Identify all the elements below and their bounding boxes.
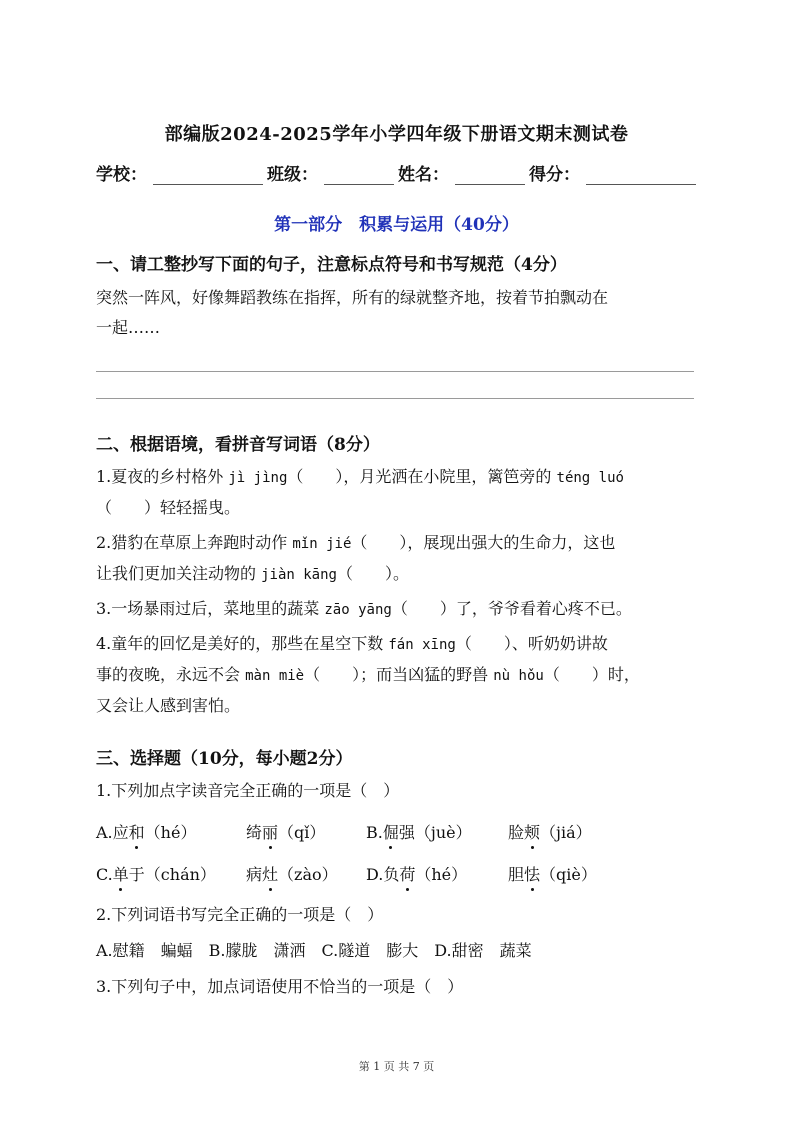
class-label: 班级： [267,165,318,185]
choice-question-2: 2.下列词语书写完全正确的一项是（ ） [96,905,384,924]
choice-1-option-d[interactable] [366,862,467,885]
q2-4-text-f: 又会让人感到害怕。 [96,696,241,715]
q2-2-pinyin-2: jiàn kāng [261,567,337,583]
q2-4-text-e: 时， [607,665,640,684]
school-blank[interactable] [153,166,263,185]
q2-4-text-b: 、听奶奶讲故 [511,634,608,653]
choice-question-1: 1.下列加点字读音完全正确的一项是（ ） [96,781,400,800]
q2-1-text-c: 轻轻摇曳。 [160,498,241,517]
answer-paren[interactable]: （ ） [287,467,344,486]
opt-pinyin: （chán） [144,865,216,884]
section-1-text [96,283,700,343]
opt-pinyin: （jiá） [540,823,592,842]
choice-2-options[interactable]: A.慰籍 蝙蝠 B.朦胧 潇洒 C.隧道 膨大 D.甜密 蔬菜 [96,941,532,960]
dotted-char: 怯 [524,862,540,885]
opt-text: B. [366,823,383,842]
q2-3-text-b: 了，爷爷看着心疼不已。 [455,599,632,618]
q2-4-pinyin-3: nù hǒu [493,668,544,684]
answer-paren[interactable]: （ ） [455,634,512,653]
section-2-heading: 二、根据语境，看拼音写词语（8分） [96,435,380,455]
q2-4-pinyin-1: fán xīng [388,637,456,653]
q2-2-pinyin-1: mǐn jié [292,536,352,552]
opt-text: 绮 [246,823,263,842]
choice-1-option-c[interactable] [96,862,216,885]
q2-2-text-d: 。 [392,564,409,583]
section-1-heading: 一、请工整抄写下面的句子，注意标点符号和书写规范（4分） [96,255,567,275]
name-blank[interactable] [455,166,525,185]
answer-paren[interactable]: （ ） [543,665,608,684]
opt-text: 病 [246,865,263,884]
q2-2-text-c: 让我们更加关注动物的 [96,564,257,583]
score-blank[interactable] [586,166,696,185]
choice-1-option-a-2 [246,820,325,843]
dotted-char: 丽 [262,820,278,843]
q2-1-pinyin-2: téng luó [556,470,624,486]
answer-paren[interactable]: （ ） [391,599,456,618]
opt-pinyin: （qiè） [540,865,597,884]
q2-3-pinyin-1: zāo yāng [324,602,392,618]
writing-line-2[interactable] [96,398,694,399]
dotted-char: 倔 [383,820,399,843]
q2-3-text-a: 3.一场暴雨过后，菜地里的蔬菜 [96,599,320,618]
q2-2-text-a: 2.猎豹在草原上奔跑时动作 [96,533,288,552]
pinyin-question-2 [96,528,700,590]
choice-1-option-a[interactable] [96,820,196,843]
q2-4-pinyin-2: màn miè [245,668,305,684]
student-info-row [96,160,700,185]
answer-paren[interactable]: （ ） [304,665,361,684]
q2-1-text-b: ，月光洒在小院里，篱笆旁的 [343,467,552,486]
pinyin-question-1 [96,462,700,523]
choice-1-option-d-2 [508,862,597,885]
school-label: 学校： [96,165,147,185]
answer-paren[interactable]: （ ） [96,498,161,517]
pinyin-question-3 [96,594,700,625]
opt-text: D.负 [366,865,400,884]
choice-1-option-c-2 [246,862,338,885]
page-title: 部编版2024-2025学年小学四年级下册语文期末测试卷 [164,124,629,145]
score-label: 得分： [529,165,580,185]
q2-4-text-c: 事的夜晚，永远不会 [96,665,241,684]
name-label: 姓名： [398,165,449,185]
dotted-char: 和 [129,820,145,843]
choice-1-option-b-2 [508,820,592,843]
writing-line-1[interactable] [96,371,694,372]
opt-pinyin: （hé） [415,865,468,884]
choice-question-3: 3.下列句子中，加点词语使用不恰当的一项是（ ） [96,977,464,996]
opt-text: 胆 [508,865,525,884]
q2-1-pinyin-1: jì jìng [228,470,288,486]
dotted-char: 单 [113,862,129,885]
part-heading: 第一部分 积累与运用（40分） [274,215,519,235]
pinyin-question-4 [96,629,700,721]
opt-text: C. [96,865,113,884]
dotted-char: 灶 [262,862,278,885]
answer-paren[interactable]: （ ） [351,533,408,552]
answer-paren[interactable]: （ ） [336,564,393,583]
copy-sentence-line-2: 一起…… [96,318,161,337]
q2-4-text-d: ；而当凶猛的野兽 [360,665,489,684]
section-3-heading: 三、选择题（10分，每小题2分） [96,749,353,769]
q2-2-text-b: ，展现出强大的生命力，这也 [407,533,616,552]
opt-pinyin: （zào） [278,865,338,884]
q2-1-text-a: 1.夏夜的乡村格外 [96,467,224,486]
dotted-char: 颊 [524,820,540,843]
opt-pinyin: （juè） [414,823,472,842]
opt-pinyin: （hé） [144,823,197,842]
class-blank[interactable] [324,166,394,185]
copy-sentence-line-1: 突然一阵风，好像舞蹈教练在指挥，所有的绿就整齐地，按着节拍飘动在 [96,288,609,307]
opt-text: A.应 [96,823,129,842]
opt-text: 脸 [508,823,525,842]
opt-text: 于 [128,865,145,884]
q2-4-text-a: 4.童年的回忆是美好的，那些在星空下数 [96,634,384,653]
opt-pinyin: （qǐ） [278,823,326,842]
choice-1-option-b[interactable] [366,820,472,843]
page-footer: 第 1 页 共 7 页 [358,1060,435,1073]
opt-text: 强 [398,823,415,842]
dotted-char: 荷 [399,862,415,885]
